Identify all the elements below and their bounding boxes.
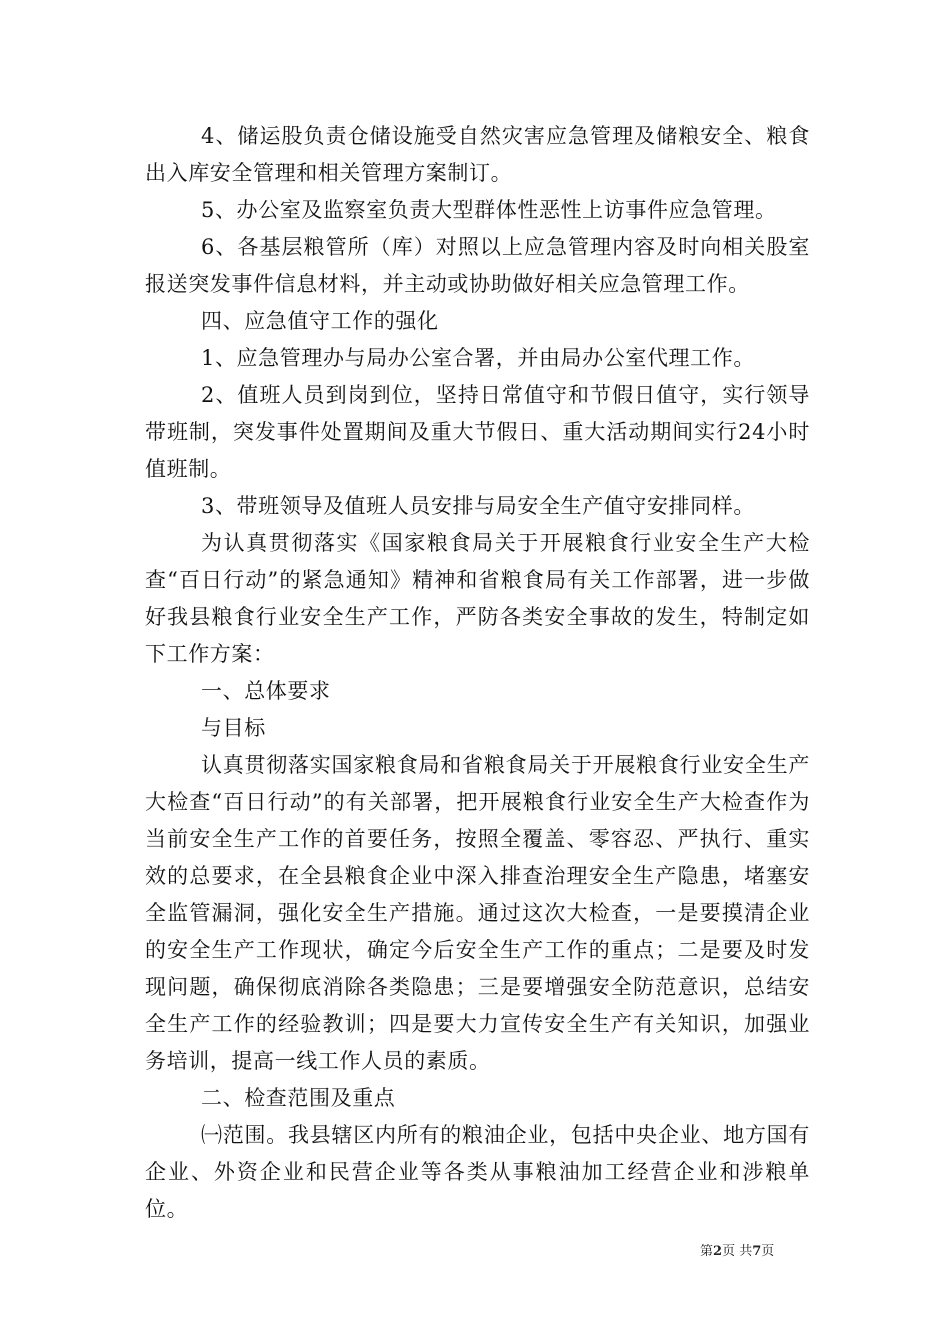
body-text <box>145 118 810 1228</box>
footer-prefix: 第 <box>700 1244 714 1259</box>
footer-middle: 页 共 <box>722 1244 753 1259</box>
paragraph: 认真贯彻落实国家粮食局和省粮食局关于开展粮食行业安全生产大检查“百日行动”的有关部署，把开展粮食行业安全生产大检查作为当前安全生产工作的首要任务，按照全覆盖、零容忍、严执行、重实效的总要求，在全县粮食企业中深入排查治理安全生产隐患，堵塞安全监管漏洞，强化安全生产措施。通过这次大检查，一是要摸清企业的安全生产工作现状，确定今后安全生产工作的重点；二是要及时发现问题，确保彻底消除各类隐患；三是要增强安全防范意识，总结安全生产工作的经验教训；四是要大力宣传安全生产有关知识，加强业务培训，提高一线工作人员的素质。 <box>145 753 810 1073</box>
paragraph: 为认真贯彻落实《国家粮食局关于开展粮食行业安全生产大检查“百日行动”的紧急通知》精神和省粮食局有关工作部署，进一步做好我县粮食行业安全生产工作，严防各类安全事故的发生，特制定如下工作方案： <box>145 531 810 666</box>
paragraph: 5、办公室及监察室负责大型群体性恶性上访事件应急管理。 <box>201 198 777 222</box>
section-heading: 二、检查范围及重点 <box>201 1086 396 1110</box>
paragraph: 4、储运股负责仓储设施受自然灾害应急管理及储粮安全、粮食出入库安全管理和相关管理方案制订。 <box>145 124 810 185</box>
section-heading-continuation: 与目标 <box>201 716 266 740</box>
paragraph: 3、带班领导及值班人员安排与局安全生产值守安排同样。 <box>201 494 755 518</box>
paragraph: 6、各基层粮管所（库）对照以上应急管理内容及时向相关股室报送突发事件信息材料，并主动或协助做好相关应急管理工作。 <box>145 235 810 296</box>
section-heading: 四、应急值守工作的强化 <box>201 309 439 333</box>
section-heading: 一、总体要求 <box>201 679 331 703</box>
paragraph: ㈠范围。我县辖区内所有的粮油企业，包括中央企业、地方国有企业、外资企业和民营企业等各类从事粮油加工经营企业和涉粮单位。 <box>145 1123 810 1221</box>
current-page-number: 2 <box>713 1244 723 1259</box>
footer-suffix: 页 <box>761 1244 775 1259</box>
total-pages-number: 7 <box>752 1244 762 1259</box>
page-footer <box>700 1240 774 1259</box>
paragraph: 1、应急管理办与局办公室合署，并由局办公室代理工作。 <box>201 346 755 370</box>
paragraph: 2、值班人员到岗到位，坚持日常值守和节假日值守，实行领导带班制，突发事件处置期间及重大节假日、重大活动期间实行24小时值班制。 <box>145 383 810 481</box>
